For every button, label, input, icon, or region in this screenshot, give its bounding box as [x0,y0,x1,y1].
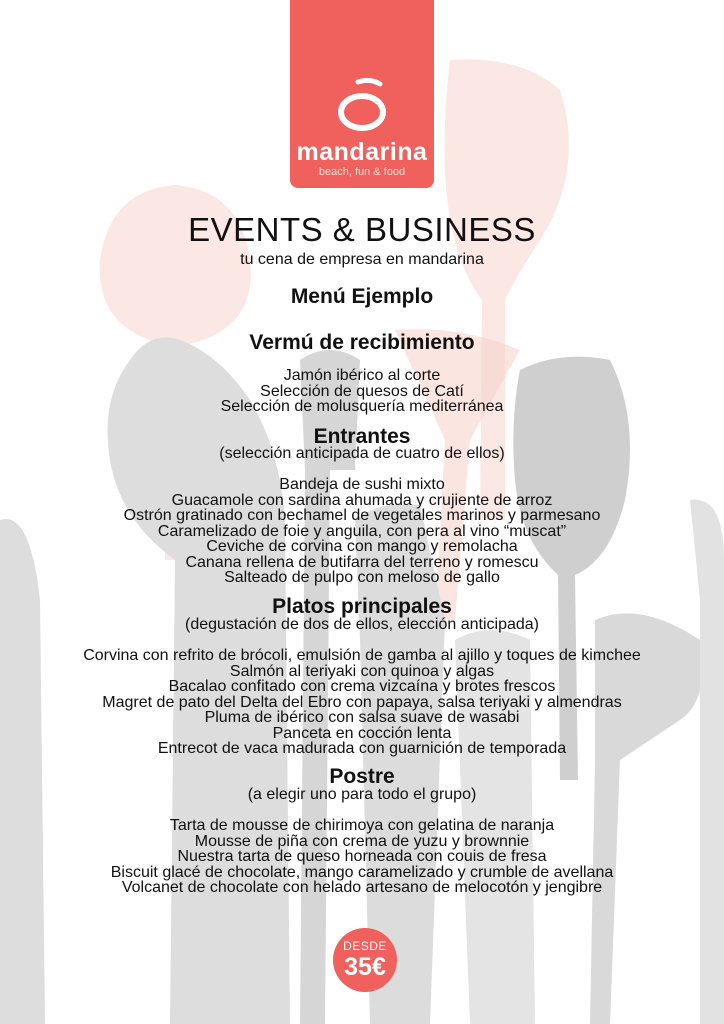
section-note-principales: (degustación de dos de ellos, elección anticipada) [184,616,539,633]
dish-item: Entrecot de vaca madurada con guarnición de temporada [157,740,567,757]
dish-item: Ceviche de corvina con mango y remolacha [206,538,518,555]
dish-item: Guacamole con sardina ahumada y crujiente de arroz [171,491,553,509]
section-title-entrantes: Entrantes [313,425,411,448]
dish-item: Magret de pato del Delta del Ebro con papaya, salsa teriyaki y almendras [102,693,622,711]
brand-name: mandarina [296,138,428,166]
dish-list-vermu [0,368,724,415]
section-title-vermu: Vermú de recibimiento [249,331,475,354]
dish-item: Jamón ibérico al corte [283,367,441,384]
price-badge [333,928,397,992]
dish-list-entrantes [0,477,724,586]
brand-logo [290,0,434,188]
dish-item: Caramelizado de foie y anguila, con pera al vino “muscat” [157,522,567,540]
dish-item: Selección de quesos de Catí [260,382,464,400]
dish-item: Bacalao confitado con crema vizcaína y brotes frescos [168,678,556,695]
dish-item: Canana rellena de butifarra del terreno y romescu [185,553,539,571]
dish-item: Pluma de ibérico con salsa suave de wasabi [204,709,520,726]
section-title-principales: Platos principales [272,595,452,618]
dish-list-principales [0,648,724,757]
dish-item: Panceta en cocción lenta [272,724,452,742]
section-note-entrantes: (selección anticipada de cuatro de ellos) [219,445,505,462]
dish-list-postre [0,818,724,896]
mandarina-fruit-icon [336,78,388,132]
dish-item: Nuestra tarta de queso horneada con couis de fresa [177,848,547,865]
dish-item: Biscuit glacé de chocolate, mango caramelizado y crumble de avellana [110,863,614,881]
menu-label: Menú Ejemplo [290,285,434,308]
dish-item: Salteado de pulpo con meloso de gallo [224,569,500,586]
section-title-postre: Postre [329,765,395,788]
dish-item: Mousse de piña con crema de yuzu y brownnie [194,832,530,850]
brand-tagline: beach, fun & food [318,166,406,178]
page-subtitle: tu cena de empresa en mandarina [240,251,484,268]
dish-item: Ostrón gratinado con bechamel de vegetales marinos y parmesano [123,507,601,524]
price-label: DESDE [343,939,387,953]
dish-item: Salmón al teriyaki con quinoa y algas [229,662,495,680]
dish-item: Volcanet de chocolate con helado artesano de melocotón y jengibre [121,879,603,896]
dish-item: Tarta de mousse de chirimoya con gelatina de naranja [169,817,555,834]
price-value: 35€ [344,953,386,981]
dish-item: Corvina con refrito de brócoli, emulsión de gamba al ajillo y toques de kimchee [83,647,641,664]
dish-item: Selección de molusquería mediterránea [220,398,504,415]
page-title: EVENTS & BUSINESS [188,211,536,248]
section-note-postre: (a elegir uno para todo el grupo) [247,786,477,803]
dish-item: Bandeja de sushi mixto [279,476,445,493]
